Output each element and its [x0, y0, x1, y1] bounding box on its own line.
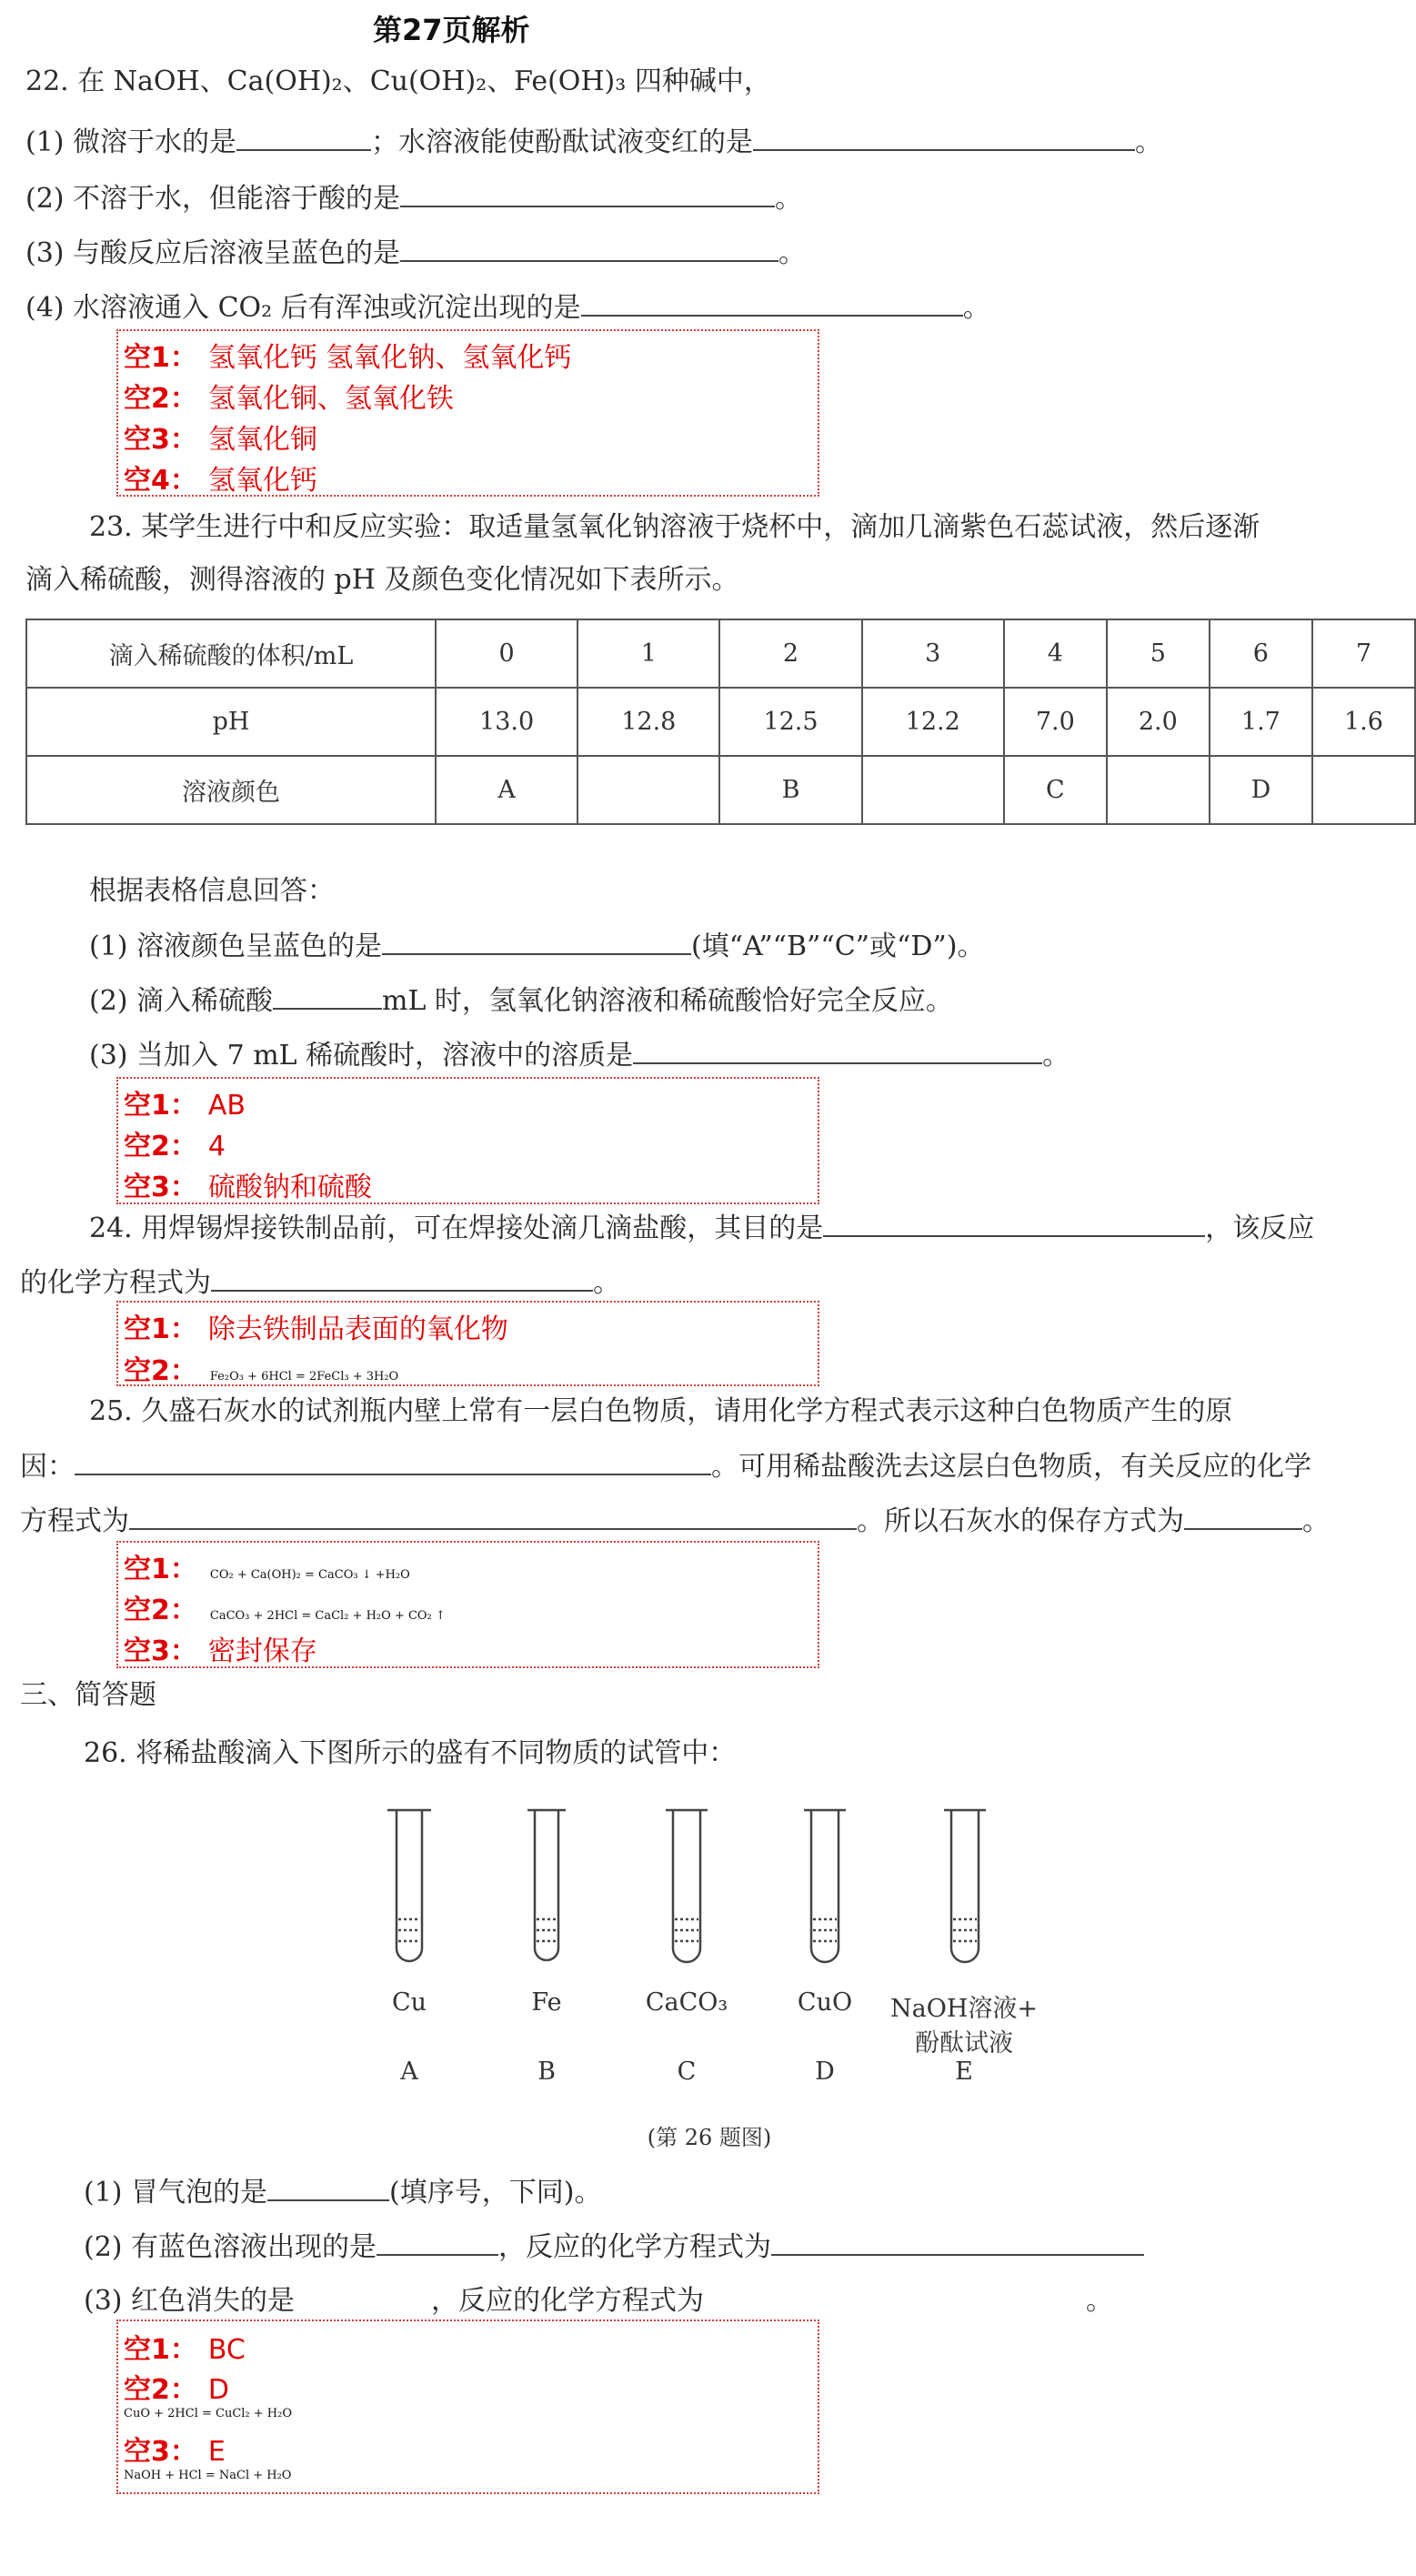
q22-answer-box	[116, 329, 819, 497]
table-row: pH 13.0 12.8 12.5 12.2 7.0 2.0 1.7 1.6	[26, 688, 1415, 756]
q23-answer-3: 空3： 硫酸钠和硫酸	[124, 1172, 372, 1203]
q22-part2: (2) 不溶于水，但能溶于酸的是 。	[25, 180, 802, 217]
tube-b-substance: Fe	[531, 1988, 562, 2017]
test-tube-d	[804, 1810, 846, 1962]
q24-line-1: 24. 用焊锡焊接铁制品前，可在焊接处滴几滴盐酸，其目的是 ，该反应	[89, 1210, 1314, 1247]
q25-answer-box	[116, 1541, 819, 1668]
q22-part3: (3) 与酸反应后溶液呈蓝色的是 。	[25, 235, 806, 272]
q26-part3: (3) 红色消失的是 ，反应的化学方程式为 。	[84, 2285, 1114, 2317]
q23-stem-1: 23. 某学生进行中和反应实验：取适量氢氧化钠溶液于烧杯中，滴加几滴紫色石蕊试液，然后逐渐	[89, 511, 1260, 543]
q26-answer-2-formula: CuO + 2HCl = CuCl₂ + H₂O	[124, 2407, 293, 2420]
q24-line-2: 的化学方程式为 。	[20, 1264, 620, 1302]
tube-d-letter: D	[815, 2058, 835, 2086]
table-row: 滴入稀硫酸的体积/mL 0 1 2 3 4 5 6 7	[26, 619, 1415, 688]
q24-answer-box	[116, 1301, 819, 1386]
q22-part1: (1) 微溶于水的是 ；水溶液能使酚酞试液变红的是 。	[25, 124, 1162, 161]
q25-answer-3: 空3： 密封保存	[124, 1635, 317, 1667]
q22-part4: (4) 水溶液通入 CO₂ 后有浑浊或沉淀出现的是 。	[25, 289, 990, 327]
q26-part2: (2) 有蓝色溶液出现的是 ，反应的化学方程式为	[84, 2229, 1144, 2266]
q23-part1: (1) 溶液颜色呈蓝色的是 (填“A”“B”“C”或“D”)。	[89, 928, 984, 965]
test-tube-a	[387, 1810, 431, 1961]
table-row: 溶液颜色 A B C D	[26, 756, 1415, 824]
tube-a-letter: A	[400, 2058, 418, 2086]
q25-line-2: 因： 。可用稀盐酸洗去这层白色物质，有关反应的化学	[20, 1448, 1311, 1485]
q23-answer-2: 空2： 4	[124, 1131, 226, 1162]
tube-e-letter: E	[955, 2058, 973, 2086]
q26-answer-1: 空1： BC	[124, 2334, 246, 2366]
q24-answer-1: 空1： 除去铁制品表面的氧化物	[124, 1313, 508, 1345]
figure-caption: (第 26 题图)	[647, 2125, 772, 2150]
q26-answer-box	[116, 2319, 819, 2494]
test-tubes-figure	[0, 1792, 1416, 1992]
q23-answer-1: 空1： AB	[124, 1090, 246, 1122]
q26-part1: (1) 冒气泡的是 (填序号，下同)。	[84, 2174, 601, 2211]
tube-e-substance-2: 酚酞试液	[915, 2029, 1013, 2058]
tube-e-substance: NaOH溶液+	[889, 1995, 1039, 2023]
q26-stem: 26. 将稀盐酸滴入下图所示的盛有不同物质的试管中：	[84, 1737, 737, 1769]
q23-answer-box	[116, 1077, 819, 1204]
tube-c-substance: CaCO₃	[645, 1988, 728, 2017]
q23-intro: 根据表格信息回答：	[89, 875, 335, 907]
q22-answer-2: 空2： 氢氧化铜、氢氧化铁	[124, 383, 454, 415]
q25-line-1: 25. 久盛石灰水的试剂瓶内壁上常有一层白色物质，请用化学方程式表示这种白色物质产生的原	[89, 1395, 1233, 1427]
q26-answer-3: 空3： E	[124, 2436, 226, 2468]
q22-answer-4: 空4： 氢氧化钙	[124, 465, 317, 497]
q25-answer-1: 空1： CO₂ + Ca(OH)₂ = CaCO₃ ↓ +H₂O	[124, 1554, 410, 1585]
section-heading: 三、简答题	[20, 1679, 156, 1711]
q22-answer-3: 空3： 氢氧化铜	[124, 424, 317, 456]
test-tube-c	[666, 1810, 708, 1962]
q23-part3: (3) 当加入 7 mL 稀硫酸时，溶液中的溶质是 。	[89, 1037, 1070, 1074]
page-title: 第27页解析	[373, 13, 530, 47]
q25-answer-2: 空2： CaCO₃ + 2HCl = CaCl₂ + H₂O + CO₂ ↑	[124, 1595, 446, 1626]
q23-stem-2: 滴入稀硫酸，测得溶液的 pH 及颜色变化情况如下表所示。	[25, 564, 739, 596]
q22-answer-1: 空1： 氢氧化钙 氢氧化钠、氢氧化钙	[124, 342, 572, 374]
tube-b-letter: B	[537, 2058, 556, 2086]
q24-answer-2: 空2： Fe₂O₃ + 6HCl = 2FeCl₃ + 3H₂O	[124, 1355, 399, 1387]
test-tube-e	[944, 1810, 986, 1962]
q26-answer-2: 空2： D	[124, 2374, 229, 2406]
tube-a-substance: Cu	[391, 1988, 427, 2017]
tube-d-substance: CuO	[797, 1988, 853, 2017]
test-tube-b	[527, 1810, 566, 1960]
q22-stem: 22. 在 NaOH、Ca(OH)₂、Cu(OH)₂、Fe(OH)₃ 四种碱中，	[25, 65, 771, 97]
q23-part2: (2) 滴入稀硫酸 mL 时，氢氧化钠溶液和稀硫酸恰好完全反应。	[89, 982, 953, 1020]
tube-c-letter: C	[677, 2058, 697, 2086]
ph-table	[25, 619, 1416, 825]
q26-answer-3-formula: NaOH + HCl = NaCl + H₂O	[124, 2469, 292, 2482]
q25-line-3: 方程式为 。所以石灰水的保存方式为 。	[20, 1503, 1330, 1540]
